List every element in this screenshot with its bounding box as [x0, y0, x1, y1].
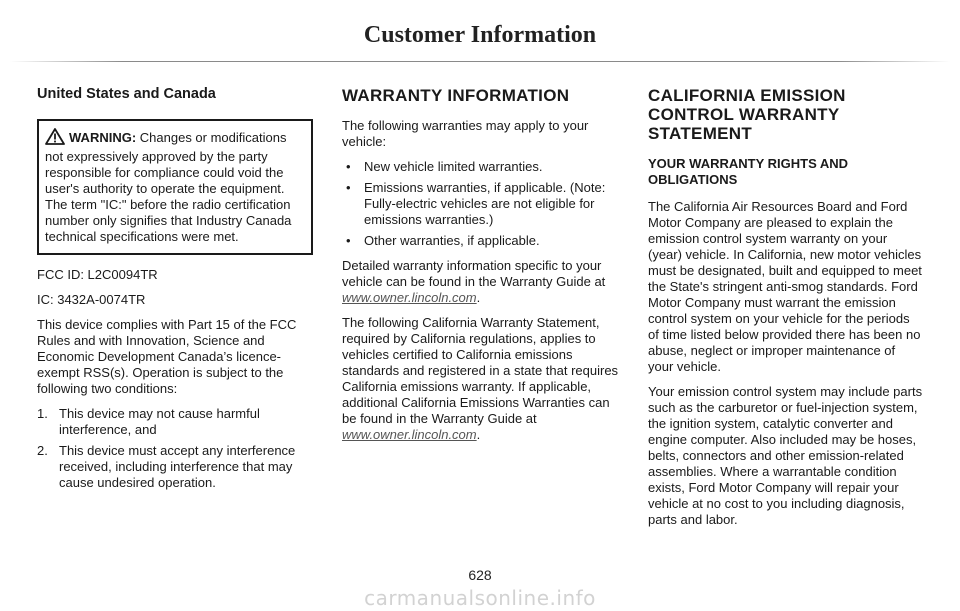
list-marker: 2.: [37, 443, 48, 458]
warning-triangle-icon: [45, 128, 65, 149]
conditions-list: [37, 406, 313, 491]
subheading-rights: YOUR WARRANTY RIGHTS AND OBLIGATIONS: [648, 156, 849, 187]
california-statement-text: [342, 315, 620, 443]
list-item-text: Emissions warranties, if applicable. (Note: Fully-electric vehicles are not eligible for emissions warranties.): [364, 180, 606, 227]
section-heading-us-canada: United States and Canada: [37, 86, 216, 102]
list-item: [37, 443, 313, 491]
compliance-text: This device complies with Part 15 of the FCC Rules and with Innovation, Science and Economic Development Canada’s licence-exempt RSS(s). Operation is subject to the following two conditions:: [37, 317, 297, 396]
list-item: [342, 159, 620, 175]
list-item: [342, 180, 620, 228]
warranty-guide-link[interactable]: www.owner.lincoln.com: [342, 290, 477, 305]
warranty-bullets: [342, 159, 620, 249]
california-period: .: [476, 427, 481, 442]
page-title: Customer Information: [363, 22, 597, 48]
list-item-text: This device must accept any interference received, including interference that may cause undesired operation.: [59, 443, 296, 490]
warning-box: [37, 119, 313, 255]
california-text: The following California Warranty Statement, required by California regulations, applies to vehicles certified to California emissions standards and registered in a state that requires California emissions warranty. If applicable, additional California Emissions Warranties can be found in the Warranty Guide at: [342, 315, 619, 426]
column-us-canada: [37, 86, 313, 500]
list-item-text: New vehicle limited warranties.: [364, 159, 543, 174]
list-item-text: This device may not cause harmful interference, and: [59, 406, 260, 437]
warning-text: Changes or modifications not expressively approved by the party responsible for compliance could void the user's authority to operate the equipment. The term "IC:" before the radio certification number only signifies that Industry Canada technical specifications were met.: [45, 130, 292, 244]
detail-text: Detailed warranty information specific to your vehicle can be found in the Warranty Guide at: [342, 258, 606, 289]
section-heading-california: CALIFORNIA EMISSION CONTROL WARRANTY STATEMENT: [648, 86, 846, 143]
detail-period: .: [476, 290, 481, 305]
column-california: [648, 86, 924, 537]
section-heading-warranty: WARRANTY INFORMATION: [342, 86, 570, 105]
header-divider: [10, 61, 950, 62]
warning-label: WARNING:: [69, 130, 137, 145]
bullet-icon: •: [346, 180, 351, 195]
california-paragraph-2: Your emission control system may include parts such as the carburetor or fuel-injection system, the ignition system, catalytic converter and engine computer. Also included may be hoses, belts, connectors and other emission-related assemblies. Where a warrantable condition exists, Ford Motor Company will repair your vehicle at no cost to you including diagnosis, parts and labor.: [648, 384, 923, 527]
list-item-text: Other warranties, if applicable.: [364, 233, 540, 248]
watermark: carmanualsonline.info: [364, 586, 596, 610]
column-warranty: [342, 86, 620, 452]
california-paragraph-1: The California Air Resources Board and Ford Motor Company are pleased to explain the emission control system warranty on your (year) vehicle. In California, new motor vehicles must be designated, built and equipped to meet the State's stringent anti-smog standards. Ford Motor Company must warrant the emission control system on your vehicle for the periods of time listed below provided there has been no abuse, neglect or improper maintenance of your vehicle.: [648, 199, 922, 374]
warranty-detail-text: [342, 258, 620, 306]
ic-number: IC: 3432A-0074TR: [37, 292, 146, 307]
warranty-intro: The following warranties may apply to your vehicle:: [342, 118, 589, 149]
list-item: [342, 233, 620, 249]
list-item: [37, 406, 313, 438]
list-marker: 1.: [37, 406, 48, 421]
bullet-icon: •: [346, 159, 351, 174]
california-warranty-link[interactable]: www.owner.lincoln.com: [342, 427, 477, 442]
bullet-icon: •: [346, 233, 351, 248]
page-number: 628: [468, 567, 492, 583]
fcc-id: FCC ID: L2C0094TR: [37, 267, 158, 282]
